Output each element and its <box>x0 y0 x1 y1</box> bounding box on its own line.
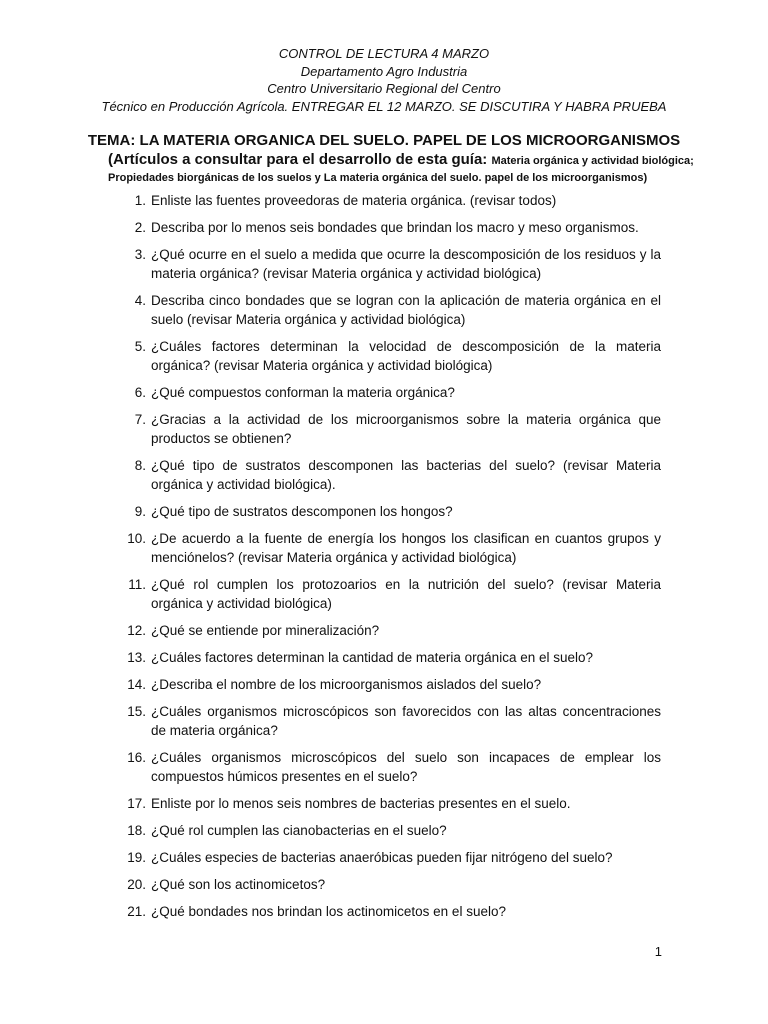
question-item <box>108 218 661 237</box>
question-item <box>108 191 661 210</box>
question-number: 9. <box>134 504 146 519</box>
question-text: Describa por lo menos seis bondades que brindan los macro y meso organismos. <box>151 220 639 235</box>
question-number: 18. <box>127 823 146 838</box>
question-text: ¿Qué tipo de sustratos descomponen las bacterias del suelo? (revisar Materia orgánica y actividad biológica). <box>151 458 661 492</box>
question-item <box>108 502 661 521</box>
question-text: ¿De acuerdo a la fuente de energía los hongos los clasifican en cuantos grupos y menciónelos? (revisar Materia orgánica y actividad biológica) <box>151 531 661 565</box>
question-number: 19. <box>127 850 146 865</box>
question-number: 20. <box>127 877 146 892</box>
question-item <box>108 675 661 694</box>
question-text: Enliste las fuentes proveedoras de materia orgánica. (revisar todos) <box>151 193 557 208</box>
question-item <box>108 291 661 329</box>
question-text: ¿Cuáles factores determinan la velocidad de descomposición de la materia orgánica? (revisar Materia orgánica y actividad biológica) <box>151 339 661 373</box>
question-item <box>108 821 661 840</box>
question-number: 7. <box>134 412 146 427</box>
question-text: Enliste por lo menos seis nombres de bacterias presentes en el suelo. <box>151 796 571 811</box>
articles-line-1 <box>108 150 694 171</box>
question-item <box>108 794 661 813</box>
question-text: ¿Qué compuestos conforman la materia orgánica? <box>151 385 455 400</box>
document-header <box>0 45 768 115</box>
question-text: ¿Qué tipo de sustratos descomponen los hongos? <box>151 504 453 519</box>
question-item <box>108 456 661 494</box>
question-text: ¿Qué se entiende por mineralización? <box>151 623 380 638</box>
question-number: 17. <box>127 796 146 811</box>
question-number: 2. <box>134 220 146 235</box>
header-center-line: Centro Universitario Regional del Centro <box>267 81 501 96</box>
question-item <box>108 902 661 921</box>
question-number: 11. <box>128 577 146 592</box>
question-text: ¿Qué son los actinomicetos? <box>151 877 326 892</box>
question-item <box>108 383 661 402</box>
question-item <box>108 648 661 667</box>
header-program-line: Técnico en Producción Agrícola. ENTREGAR EL 12 MARZO. SE DISCUTIRA Y HABRA PRUEBA <box>101 98 667 114</box>
question-item <box>108 529 661 567</box>
question-number: 10. <box>127 531 146 546</box>
question-number: 21. <box>127 904 146 919</box>
question-number: 6. <box>134 385 146 400</box>
question-item <box>108 337 661 375</box>
question-text: ¿Cuáles organismos microscópicos del suelo son incapaces de emplear los compuestos húmicos presentes en el suelo? <box>151 750 661 784</box>
question-number: 12. <box>127 623 146 638</box>
question-number: 16. <box>127 750 146 765</box>
question-item <box>108 410 661 448</box>
articles-line-2: Propiedades biorgánicas de los suelos y La materia orgánica del suelo. papel de los microorganismos) <box>108 172 648 184</box>
articles-reference <box>108 150 694 185</box>
question-text: ¿Qué rol cumplen los protozoarios en la nutrición del suelo? (revisar Materia orgánica y actividad biológica) <box>151 577 661 611</box>
question-text: ¿Qué bondades nos brindan los actinomicetos en el suelo? <box>151 904 506 919</box>
question-text: ¿Cuáles especies de bacterias anaeróbicas pueden fijar nitrógeno del suelo? <box>151 850 613 865</box>
page-number: 1 <box>654 944 662 959</box>
topic-title: TEMA: LA MATERIA ORGANICA DEL SUELO. PAPEL DE LOS MICROORGANISMOS <box>87 132 681 149</box>
question-item <box>108 575 661 613</box>
question-text: ¿Describa el nombre de los microorganismos aislados del suelo? <box>151 677 542 692</box>
question-item <box>108 621 661 640</box>
question-item <box>108 245 661 283</box>
question-number: 14. <box>127 677 146 692</box>
question-text: ¿Qué ocurre en el suelo a medida que ocurre la descomposición de los residuos y la materia orgánica? (revisar Materia orgánica y actividad biológica) <box>151 247 661 281</box>
questions-list <box>108 191 661 929</box>
question-text: ¿Cuáles factores determinan la cantidad de materia orgánica en el suelo? <box>151 650 594 665</box>
question-text: ¿Gracias a la actividad de los microorganismos sobre la materia orgánica que productos se obtienen? <box>151 412 661 446</box>
question-number: 1. <box>134 193 146 208</box>
question-number: 13. <box>127 650 146 665</box>
question-number: 15. <box>127 704 146 719</box>
header-department-line: Departamento Agro Industria <box>300 63 468 79</box>
question-text: ¿Qué rol cumplen las cianobacterias en el suelo? <box>151 823 447 838</box>
question-item <box>108 702 661 740</box>
articles-first-title: Materia orgánica y actividad biológica; <box>491 155 694 167</box>
question-number: 5. <box>134 339 146 354</box>
question-item <box>108 848 661 867</box>
question-number: 3. <box>134 247 146 262</box>
question-text: Describa cinco bondades que se logran con la aplicación de materia orgánica en el suelo (revisar Materia orgánica y actividad biológica) <box>151 293 661 327</box>
question-text: ¿Cuáles organismos microscópicos son favorecidos con las altas concentraciones de materia orgánica? <box>151 704 661 738</box>
question-number: 8. <box>134 458 146 473</box>
articles-intro: (Artículos a consultar para el desarrollo de esta guía: <box>108 151 492 168</box>
question-number: 4. <box>134 293 146 308</box>
header-title-line: CONTROL DE LECTURA 4 MARZO <box>278 46 490 61</box>
question-item <box>108 875 661 894</box>
question-item <box>108 748 661 786</box>
